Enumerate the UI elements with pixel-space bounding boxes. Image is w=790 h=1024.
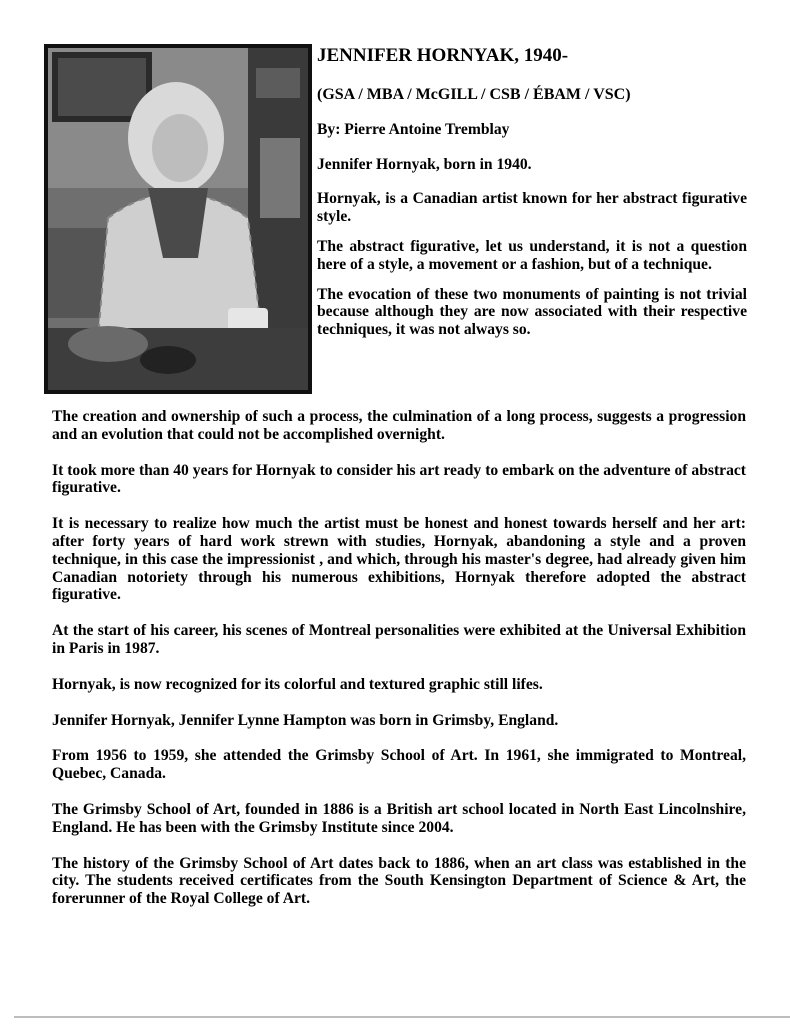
page-title: JENNIFER HORNYAK, 1940- (317, 45, 569, 66)
body-paragraph: It is necessary to realize how much the artist must be honest and honest towards herself and her art: after forty years of hard work strewn with studies, Hornyak, abandoning a style and a proven technique, in this case the impressionist , and which, through his master's degree, had already given him Canadian notoriety through his numerous exhibitions, Hornyak therefore adopted the abstract figurative. (52, 515, 746, 604)
body-paragraph: The Grimsby School of Art, founded in 1886 is a British art school located in North East Lincolnshire, England. He has been with the Grimsby Institute since 2004. (52, 800, 746, 836)
side-paragraph: The evocation of these two monuments of painting is not trivial because although they are now associated with their respective techniques, it was not always so. (317, 285, 747, 339)
page-bottom-rule (14, 1016, 790, 1018)
header-column (317, 44, 747, 339)
artist-photo-image (48, 48, 308, 390)
body-paragraph: The creation and ownership of such a process, the culmination of a long process, suggests a progression and an evolution that could not be accomplished overnight. (52, 408, 746, 443)
body-paragraph: Jennifer Hornyak, Jennifer Lynne Hampton was born in Grimsby, England. (52, 711, 559, 729)
side-paragraph: Jennifer Hornyak, born in 1940. (317, 155, 532, 173)
body-paragraph: From 1956 to 1959, she attended the Grimsby School of Art. In 1961, she immigrated to Montreal, Quebec, Canada. (52, 747, 746, 783)
artist-photo (44, 44, 312, 394)
affiliations: (GSA / MBA / McGILL / CSB / ÉBAM / VSC) (317, 86, 631, 103)
byline: By: Pierre Antoine Tremblay (317, 120, 510, 138)
side-paragraph: The abstract figurative, let us understand, it is not a question here of a style, a movement or a fashion, but of a technique. (317, 237, 747, 273)
body-paragraph: At the start of his career, his scenes of Montreal personalities were exhibited at the Universal Exhibition in Paris in 1987. (52, 622, 746, 657)
body-paragraph: It took more than 40 years for Hornyak to consider his art ready to embark on the adventure of abstract figurative. (52, 461, 746, 497)
body-paragraph: Hornyak, is now recognized for its colorful and textured graphic still lifes. (52, 675, 543, 693)
body-text (52, 408, 746, 908)
side-paragraph: Hornyak, is a Canadian artist known for her abstract figurative style. (317, 190, 747, 226)
body-paragraph: The history of the Grimsby School of Art dates back to 1886, when an art class was established in the city. The students received certificates from the South Kensington Department of Science & Art, the forerunner of the Royal College of Art. (52, 854, 746, 908)
